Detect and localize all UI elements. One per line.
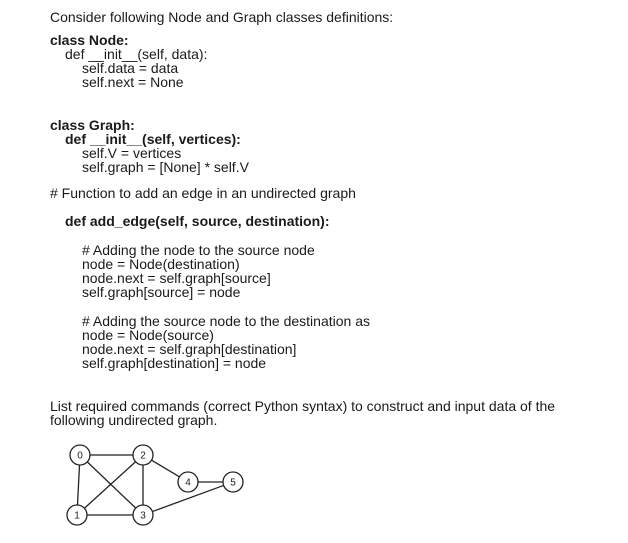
graph-init-def: def __init__(self, vertices): [65,131,241,147]
graph-node-label-1: 1 [74,510,80,522]
graph-edge-2-4 [152,460,180,477]
intro-line: Consider following Node and Graph classes definitions: [50,9,394,25]
graph-node-label-3: 3 [140,510,146,522]
node-next-dest-line: node.next = self.graph[destination] [82,341,297,357]
graph-v-line: self.V = vertices [82,145,182,161]
instruction-line-1: List required commands (correct Python syntax) to construct and input data of the [50,398,556,414]
graph-source-assign: self.graph[source] = node [82,284,241,300]
instruction-line-2: following undirected graph. [50,412,218,428]
graph-list-line: self.graph = [None] * self.V [82,159,249,175]
graph-dest-assign: self.graph[destination] = node [82,355,267,371]
comment-source: # Adding the node to the source node [82,242,315,258]
node-next-source-line: node.next = self.graph[source] [82,270,271,286]
graph-node-label-5: 5 [230,477,236,489]
graph-node-label-0: 0 [77,450,83,462]
comment-destination: # Adding the source node to the destination as [82,313,370,329]
node-init-def: def __init__(self, data): [65,46,208,62]
add-edge-def: def add_edge(self, source, destination): [65,213,330,229]
function-comment: # Function to add an edge in an undirected graph [50,185,356,201]
graph-node-label-4: 4 [185,477,191,489]
class-node-header: class Node: [50,32,129,48]
node-dest-line: node = Node(destination) [82,256,240,272]
class-graph-header: class Graph: [50,117,135,133]
node-source-line: node = Node(source) [82,327,214,343]
node-data-line: self.data = data [82,60,179,76]
graph-edge-0-1 [77,465,79,505]
node-next-line: self.next = None [82,74,184,90]
graph-node-label-2: 2 [140,450,146,462]
